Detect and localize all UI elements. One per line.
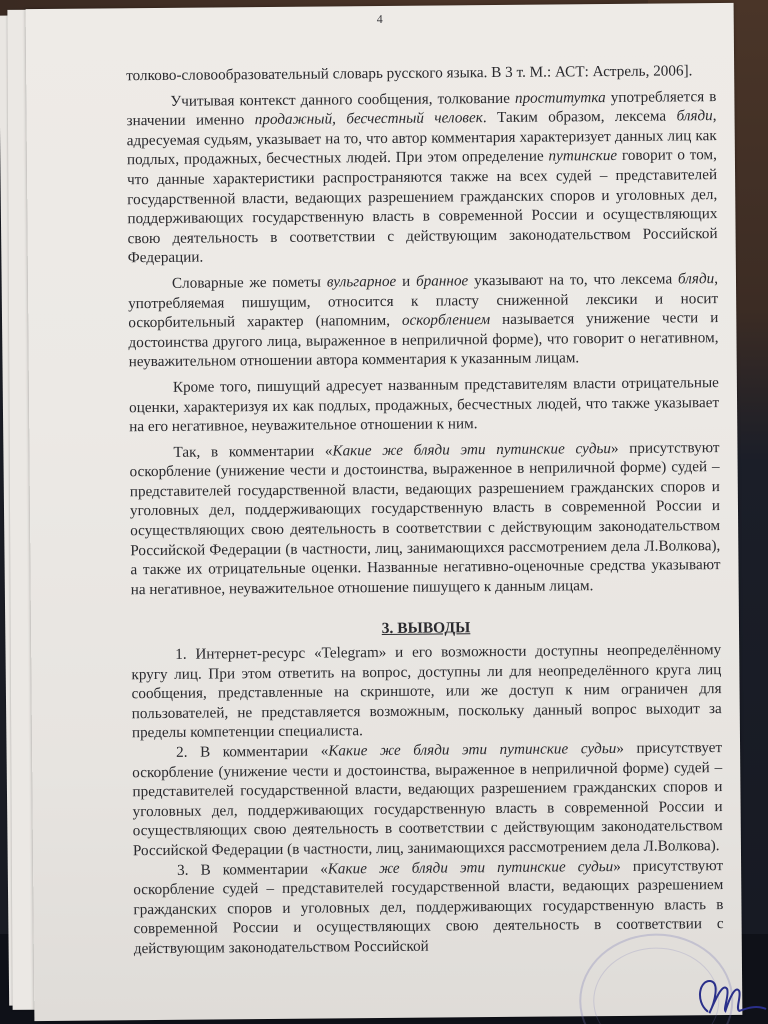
body-paragraphs [126, 61, 721, 600]
italic-term: оскорблением [401, 311, 491, 329]
italic-term: продажный, бесчестный человек [254, 109, 483, 129]
document-page [26, 3, 743, 1021]
body-paragraph [128, 269, 719, 372]
text-run: Учитывая контекст данного сообщения, толкование [170, 89, 516, 110]
text-run: Так, в комментарии « [173, 442, 333, 461]
body-paragraph [126, 61, 716, 86]
italic-term: путинские [548, 147, 618, 165]
body-paragraph [129, 373, 719, 437]
text-run: говорит о том, что данные характеристики распространяются также на всех судей – представителей государственной власти, ведающих разрешением гражданских споров и уголовных дел, поддерживающих государственную власть в современной России и осуществляющих свою деятельность в соответствии с действующим законодательством Российской Федерации. [127, 146, 718, 267]
text-run: » присутствуют оскорбление судей – представителей государственной власти, ведающих разрешением гражданских споров и уголовных дел, поддерживающих государственную власть в современной России и осуществляющих свою деятельность в соответствии с действующим законодательством Российской [133, 856, 724, 958]
page-body [126, 61, 724, 959]
text-run: . Таким образом, лексема [482, 107, 677, 127]
text-run: 1. Интернет-ресурс «Telegram» и его возможности доступны неопределённому кругу лиц. При этом ответить на вопрос, доступны ли для неопределённого круга лиц сообщения, представленные на скриншоте, или же доступ к ним ограничен для пользователей, не представляется возможным, поскольку данный вопрос выходит за пределы компетенции специалиста. [131, 641, 722, 742]
text-run: , употребляемая пишущим, относится к пласту сниженной лексики и носит оскорбительный характер (напомним, [128, 270, 719, 332]
text-run: » присутствует оскорбление (унижение чести и достоинства, выраженное в неприличной форме) судей – представителей государственной власти, ведающих разрешением гражданских споров и уголовных дел, поддерживающих государственную власть в современной России и осуществляющих свою деятельность в соответствии с действующим законодательством Российской Федерации (в частности, лиц, занимающихся рассмотрением дела Л.Волкова). [132, 739, 723, 860]
text-run: употребляется в значении именно [126, 87, 717, 130]
text-run: и [396, 272, 417, 290]
italic-term: вульгарное [326, 272, 397, 291]
text-run: , адресуемая судьям, указывает на то, что автор комментария характеризует данных лиц как подлых, продажных, бесчестных людей. При этом определение [126, 107, 717, 169]
body-paragraph [129, 438, 720, 600]
section-heading-conclusions: 3. ВЫВОДЫ [381, 619, 471, 638]
conclusion-item [131, 640, 722, 743]
text-run: » присутствуют оскорбление (унижение чести и достоинства, выраженное в неприличной форме) судей – представителей государственной власти, ведающих разрешением гражданских споров и уголовных дел, поддерживающих государственную власть в современной России и осуществляющих свою деятельность в соответствии с действующим законодательством Российской Федерации (в частности, лиц, занимающихся рассмотрением дела Л.Волкова), а также их отрицательные оценки. Названные негативно-оценочные средства указывают на негативное, неуважительное отношение пишущего к данным лицам. [129, 438, 721, 599]
text-run: Кроме того, пишущий адресует названным представителям власти отрицательные оценки, характеризуя их как подлых, продажных, бесчестных людей, что также указывает на его негативное, неуважительное отношении к ним. [129, 373, 720, 436]
italic-term: проститутка [514, 88, 606, 107]
italic-term: бляди [677, 270, 715, 288]
text-run: 3. В комментарии « [177, 860, 328, 879]
text-run: 2. В комментарии « [176, 742, 329, 761]
body-paragraph [126, 87, 718, 268]
page-number: 4 [376, 11, 383, 27]
italic-term: бранное [415, 272, 469, 290]
text-run: толково-словообразовательный словарь русского языка. В 3 т. М.: АСТ: Астрель, 2006]. [126, 62, 693, 85]
conclusions-list [131, 640, 724, 959]
text-run: называется унижение чести и достоинства другого лица, выраженное в неприличной форме), что говорит о негативном, неуважительном отношении автора комментария к указанным лицам. [128, 309, 719, 371]
italic-term: бляди [676, 107, 713, 125]
text-run: указывают на то, что лексема [468, 270, 679, 290]
text-run: Словарные же пометы [171, 273, 327, 292]
italic-term: Какие же бляди эти путинские судьи [327, 857, 614, 878]
italic-term: Какие же бляди эти путинские судьи [328, 739, 617, 760]
conclusion-item [132, 738, 723, 861]
italic-term: Какие же бляди эти путинские судьи [332, 439, 612, 460]
signature-icon [689, 971, 768, 1022]
